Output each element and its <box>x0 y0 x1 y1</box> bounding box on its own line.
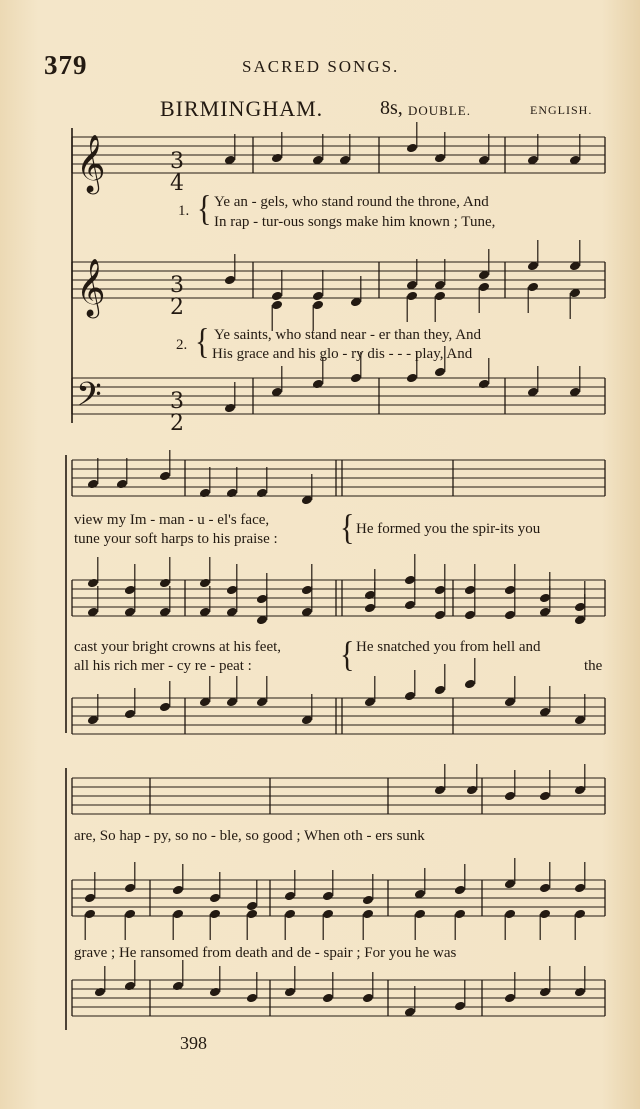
verse1-line2: In rap - tur-ous songs make him known ; Tune, <box>214 214 496 230</box>
system2-lyric1b: tune your soft harps to his praise : <box>74 531 278 547</box>
system2-lyric1c: He formed you the spir-its you <box>356 521 541 537</box>
tune-name: BIRMINGHAM. <box>160 96 324 121</box>
time-signature: 2 <box>170 411 184 436</box>
time-signature: 3 <box>170 389 184 414</box>
tune-meter: 8s, <box>380 97 403 119</box>
time-signature: 3 <box>170 149 184 174</box>
verse2-line1: Ye saints, who stand near - er than they, And <box>214 327 482 343</box>
system3-lyric1: are, So hap - py, so no - ble, so good ; When oth - ers sunk <box>74 828 425 844</box>
system2-lyric2a: cast your bright crowns at his feet, <box>74 639 282 655</box>
system2-lyric2d: the <box>584 658 603 674</box>
page-reference: 398 <box>180 1033 207 1053</box>
time-signature: 4 <box>170 171 184 196</box>
tune-meter-type: DOUBLE. <box>408 103 471 118</box>
verse-brace: { <box>197 188 212 229</box>
treble-clef-icon: 𝄞 <box>76 258 106 316</box>
verse-brace: { <box>340 507 355 548</box>
verse-number-2: 2. <box>176 337 188 353</box>
verse2-line2: His grace and his glo - ry dis - - - play, And <box>212 346 473 362</box>
system2-lyric2b: all his rich mer - cy re - peat : <box>74 658 252 674</box>
running-title: SACRED SONGS. <box>242 57 400 76</box>
system3-lyric2: grave ; He ransomed from death and de - spair ; For you he was <box>74 945 457 961</box>
verse-number-1: 1. <box>178 203 190 219</box>
tune-origin: ENGLISH. <box>530 103 593 117</box>
verse-brace: { <box>340 634 355 675</box>
system2-lyric1a: view my Im - man - u - el's face, <box>74 512 270 528</box>
page-number: 379 <box>44 50 88 80</box>
bass-clef-icon: 𝄢 <box>76 376 102 422</box>
time-signature: 3 <box>170 273 184 298</box>
verse1-line1: Ye an - gels, who stand round the throne, And <box>214 194 489 210</box>
treble-clef-icon: 𝄞 <box>76 134 106 192</box>
system2-lyric2c: He snatched you from hell and <box>356 639 541 655</box>
verse-brace: { <box>195 321 210 362</box>
time-signature: 2 <box>170 295 184 320</box>
